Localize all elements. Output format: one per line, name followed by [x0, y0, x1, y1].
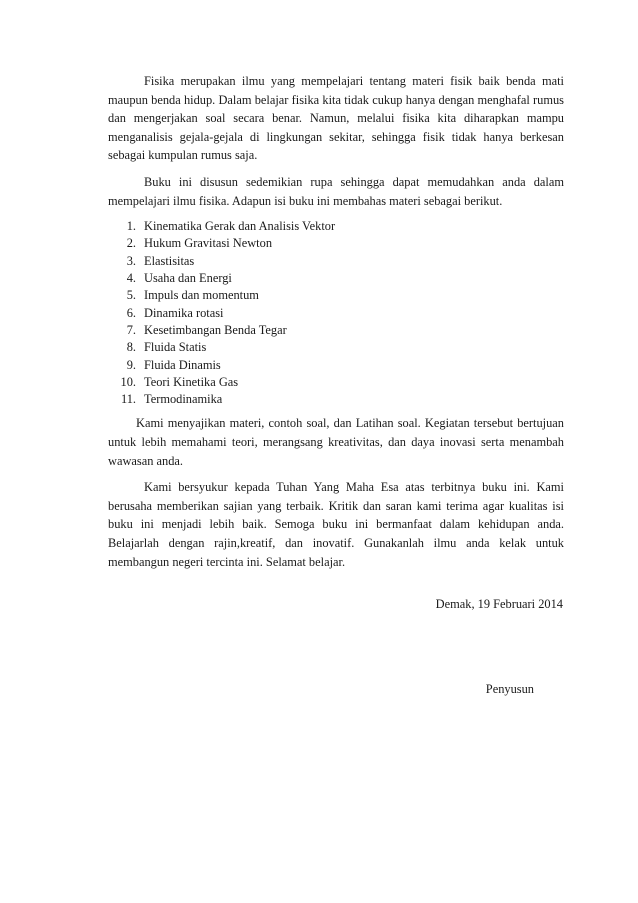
paragraph-intro: Fisika merupakan ilmu yang mempelajari tentang materi fisik baik benda mati maupun benda hidup. Dalam belajar fisika kita tidak cukup hanya dengan menghafal rumus dan mengerjakan soal secara benar. Namun, melalui fisika kita diharapkan mampu menganalisis gejala-gejala di lingkungan sekitar, sehingga fisik tidak hanya berkesan sebagai kumpulan rumus saja.: [108, 74, 564, 163]
date-line: Demak, 19 Februari 2014: [435, 597, 563, 611]
paragraph-gratitude: Kami bersyukur kepada Tuhan Yang Maha Esa atas terbitnya buku ini. Kami berusaha memberikan sajian yang terbaik. Kritik dan saran kami terima agar kualitas isi buku ini menjadi lebih baik. Semoga buku ini bermanfaat dalam kehidupan anda. Belajarlah dengan rajin,kreatif, dan inovatif. Gunakanlah ilmu anda kelak untuk membangun negeri tercinta ini. Selamat belajar.: [108, 480, 564, 569]
list-item: [108, 339, 564, 356]
list-item-text: Impuls dan momentum: [144, 288, 259, 303]
list-item-text: Dinamika rotasi: [144, 305, 224, 320]
list-item-number: 10.: [120, 374, 136, 389]
signer-name: Penyusun: [485, 682, 534, 696]
list-item-number: 2.: [126, 236, 136, 251]
list-item: [108, 322, 564, 339]
list-item-number: 9.: [126, 357, 136, 372]
list-item-number: 4.: [126, 271, 136, 286]
list-item-number: 6.: [126, 305, 136, 320]
list-item-text: Kinematika Gerak dan Analisis Vektor: [144, 219, 336, 234]
list-item: [108, 218, 564, 235]
list-item-text: Fluida Dinamis: [144, 357, 221, 372]
list-item: [108, 253, 564, 270]
list-item-text: Termodinamika: [144, 392, 223, 407]
list-item-text: Teori Kinetika Gas: [144, 374, 239, 389]
document-body: [108, 72, 564, 579]
list-item-number: 8.: [126, 340, 136, 355]
list-item-text: Usaha dan Energi: [144, 271, 232, 286]
list-item: [108, 391, 564, 408]
list-item-number: 3.: [126, 253, 136, 268]
chapter-list: [108, 218, 564, 408]
list-item-number: 11.: [120, 392, 136, 407]
list-item-number: 5.: [126, 288, 136, 303]
list-item-text: Elastisitas: [144, 253, 195, 268]
paragraph-book-purpose: Buku ini disusun sedemikian rupa sehingga dapat memudahkan anda dalam mempelajari ilmu fisika. Adapun isi buku ini membahas materi sebagai berikut.: [108, 174, 564, 208]
list-item: [108, 374, 564, 391]
list-item: [108, 235, 564, 252]
paragraph-contents: Kami menyajikan materi, contoh soal, dan Latihan soal. Kegiatan tersebut bertujuan untuk lebih memahami teori, merangsang kreativitas, dan daya inovasi serta menambah wawasan anda.: [108, 416, 564, 468]
list-item: [108, 287, 564, 304]
list-item-number: 1.: [126, 219, 136, 234]
list-item: [108, 305, 564, 322]
list-item: [108, 357, 564, 374]
list-item-text: Fluida Statis: [144, 340, 207, 355]
list-item-text: Kesetimbangan Benda Tegar: [144, 322, 287, 337]
list-item-text: Hukum Gravitasi Newton: [144, 236, 273, 251]
list-item-number: 7.: [126, 322, 136, 337]
list-item: [108, 270, 564, 287]
